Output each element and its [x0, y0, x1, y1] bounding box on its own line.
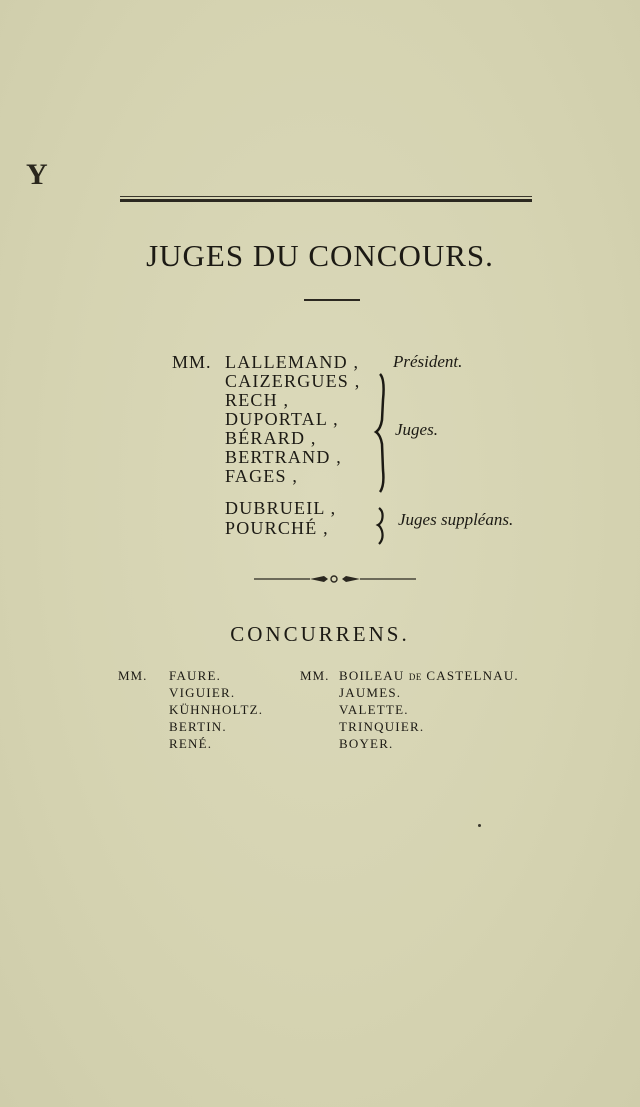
role-judges: Juges. [395, 420, 438, 439]
judges-prefix: MM. [172, 352, 212, 372]
candidates-left-prefix: MM. [118, 668, 148, 683]
corner-mark: Y [26, 158, 48, 191]
candidate-name: TRINQUIER. [339, 719, 425, 734]
judge-name: RECH , [225, 390, 290, 410]
candidate-name: FAURE. [169, 668, 222, 683]
candidate-name: BERTIN. [169, 719, 227, 734]
candidate-name: BOYER. [339, 736, 394, 751]
candidate-name [339, 668, 519, 684]
candidate-name-rest: CASTELNAU. [426, 668, 519, 683]
candidate-name: VIGUIER. [169, 685, 236, 700]
top-rule-thick [120, 199, 532, 202]
candidate-name: VALETTE. [339, 702, 409, 717]
candidates-right-prefix: MM. [300, 668, 330, 683]
candidates-title: CONCURRENS. [230, 622, 410, 646]
judge-name: LALLEMAND , [225, 352, 360, 372]
page-title: JUGES DU CONCOURS. [146, 238, 494, 273]
top-rule-thin [120, 196, 532, 197]
judge-name: CAIZERGUES , [225, 371, 361, 391]
candidate-particle: DE [408, 672, 422, 682]
judge-name: FAGES , [225, 466, 299, 486]
title-divider [304, 299, 360, 301]
judge-name: BERTRAND , [225, 447, 342, 467]
candidate-name: JAUMES. [339, 685, 402, 700]
ornament-divider-icon [254, 572, 416, 586]
candidate-name-main: BOILEAU [339, 668, 405, 683]
role-alternates: Juges suppléans. [398, 510, 514, 529]
judge-name: POURCHÉ , [225, 518, 329, 538]
judge-name: DUPORTAL , [225, 409, 339, 429]
candidate-name: KÜHNHOLTZ. [169, 702, 264, 717]
judge-name: BÉRARD , [225, 428, 317, 448]
brace-icon [370, 370, 392, 550]
ink-speck [478, 824, 481, 827]
candidate-name: RENÉ. [169, 736, 213, 751]
role-president: Président. [393, 352, 463, 371]
judge-name: DUBRUEIL , [225, 498, 337, 518]
